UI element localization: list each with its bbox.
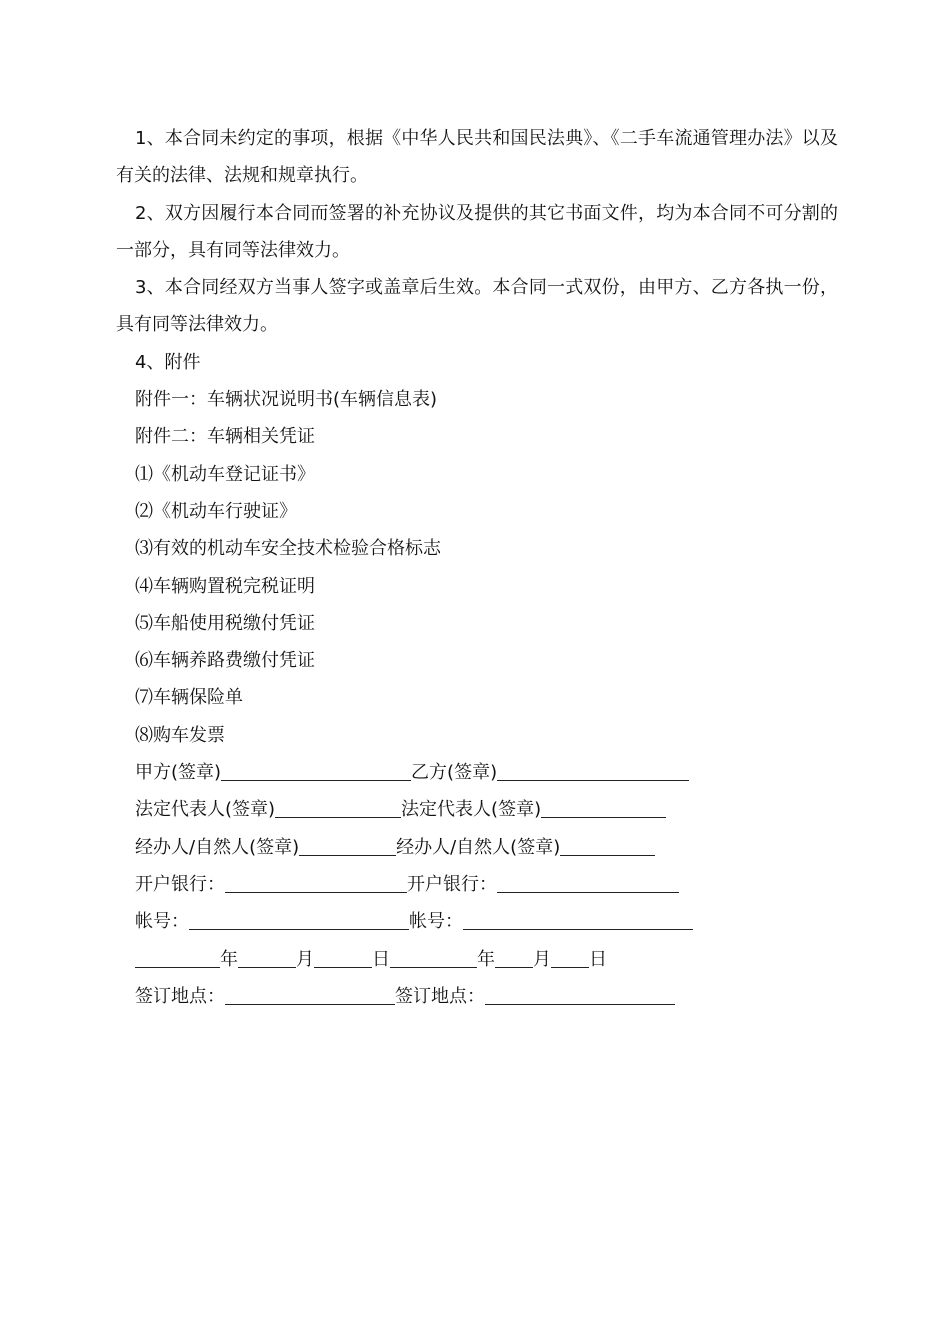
bank-b-label: 开户银行：	[407, 873, 497, 895]
year-a-label: 年	[220, 948, 238, 970]
bank-a-label: 开户银行：	[135, 873, 225, 895]
place-b-label: 签订地点：	[395, 985, 485, 1007]
place-a-label: 签订地点：	[135, 985, 225, 1007]
signature-date-row	[116, 941, 838, 978]
year-b-label: 年	[477, 948, 495, 970]
signature-bank-row	[116, 866, 838, 903]
clause-3: 3、本合同经双方当事人签字或盖章后生效。本合同一式双份，由甲方、乙方各执一份，具有同等法律效力。	[116, 277, 838, 336]
day-a-label: 日	[372, 948, 390, 970]
clause-2: 2、双方因履行本合同而签署的补充协议及提供的其它书面文件，均为本合同不可分割的一部分，具有同等法律效力。	[116, 202, 838, 261]
account-b-label: 帐号：	[409, 911, 463, 933]
account-a-blank[interactable]	[189, 911, 409, 930]
signature-legal-rep-row	[116, 791, 838, 828]
attachment-item: ⑸车船使用税缴付凭证	[135, 612, 315, 634]
year-b-blank[interactable]	[390, 949, 477, 968]
bank-b-blank[interactable]	[497, 874, 679, 893]
account-b-blank[interactable]	[463, 911, 693, 930]
month-b-label: 月	[533, 948, 551, 970]
place-b-blank[interactable]	[485, 986, 675, 1005]
year-a-blank[interactable]	[135, 949, 220, 968]
day-b-label: 日	[589, 948, 607, 970]
attachment-item: 附件一：车辆状况说明书(车辆信息表)	[135, 389, 438, 411]
attachments-heading: 4、附件	[135, 351, 201, 373]
attachment-item: ⑻购车发票	[135, 724, 225, 746]
attachment-item: ⑶有效的机动车安全技术检验合格标志	[135, 538, 441, 560]
bank-a-blank[interactable]	[225, 874, 407, 893]
legal-rep-a-label: 法定代表人(签章)	[135, 799, 276, 821]
account-a-label: 帐号：	[135, 911, 189, 933]
signature-account-row	[116, 903, 838, 940]
attachment-item: ⑴《机动车登记证书》	[135, 463, 315, 485]
party-a-label: 甲方(签章)	[135, 762, 222, 784]
agent-b-label: 经办人/自然人(签章)	[396, 836, 561, 858]
place-a-blank[interactable]	[225, 986, 395, 1005]
attachment-item: ⑺车辆保险单	[135, 687, 243, 709]
legal-rep-b-blank[interactable]	[541, 799, 666, 818]
legal-rep-a-blank[interactable]	[275, 799, 401, 818]
attachment-item: 附件二：车辆相关凭证	[135, 426, 315, 448]
day-a-blank[interactable]	[314, 949, 372, 968]
legal-rep-b-label: 法定代表人(签章)	[401, 799, 542, 821]
clause-1: 1、本合同未约定的事项，根据《中华人民共和国民法典》、《二手车流通管理办法》以及有关的法律、法规和规章执行。	[116, 128, 838, 187]
party-b-label: 乙方(签章)	[411, 762, 498, 784]
attachment-item: ⑷车辆购置税完税证明	[135, 575, 315, 597]
signature-place-row	[116, 978, 838, 1015]
month-a-blank[interactable]	[238, 949, 296, 968]
agent-b-blank[interactable]	[560, 837, 655, 856]
attachment-item: ⑹车辆养路费缴付凭证	[135, 650, 315, 672]
month-a-label: 月	[296, 948, 314, 970]
party-b-blank[interactable]	[497, 762, 689, 781]
signature-agent-row	[116, 829, 838, 866]
day-b-blank[interactable]	[551, 949, 589, 968]
party-a-blank[interactable]	[221, 762, 411, 781]
signature-party-row	[116, 754, 838, 791]
month-b-blank[interactable]	[495, 949, 533, 968]
agent-a-label: 经办人/自然人(签章)	[135, 836, 300, 858]
contract-body	[116, 120, 838, 1015]
agent-a-blank[interactable]	[299, 837, 396, 856]
attachment-item: ⑵《机动车行驶证》	[135, 500, 297, 522]
